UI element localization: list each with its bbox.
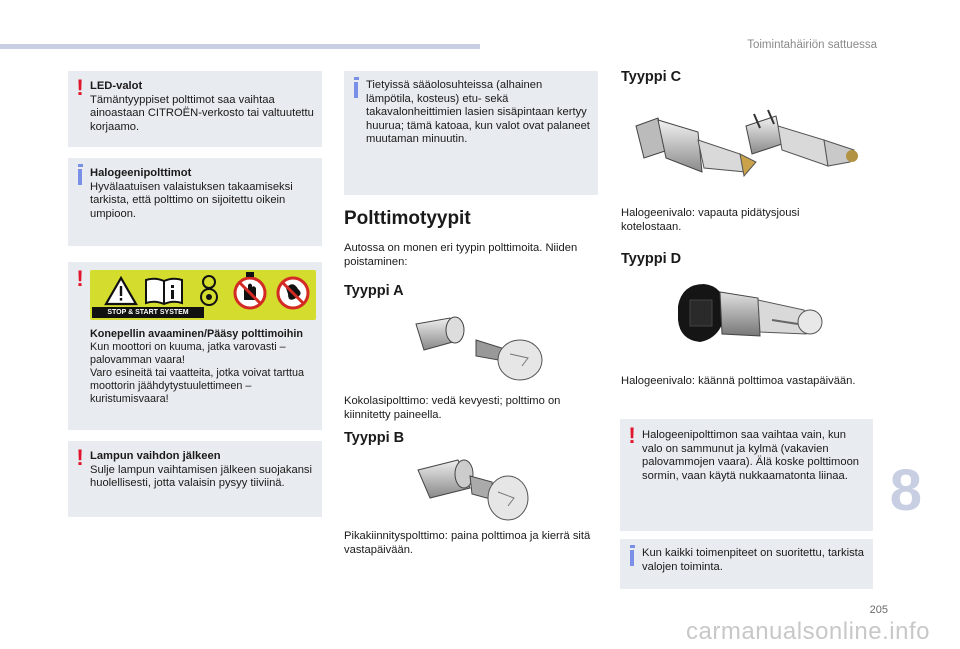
- hazard-pictogram-strip: [90, 270, 316, 320]
- fan-belt-icon: [194, 273, 224, 307]
- no-hand-icon: [232, 272, 268, 312]
- watermark: carmanualsonline.info: [686, 618, 930, 645]
- after-change-warning-box: [68, 441, 322, 517]
- stop-start-label: STOP & START SYSTEM: [92, 307, 204, 318]
- led-title: LED-valot: [90, 80, 143, 92]
- led-text: Tämäntyyppiset polttimot saa vaihtaa ainoastaan CITROËN-verkosto tai valtuutettu korjaamo.: [90, 93, 314, 133]
- no-fan-icon: [276, 276, 310, 310]
- type-c-text: Halogeenivalo: vapauta pidätysjousi kotelostaan.: [621, 207, 800, 233]
- chapter-number: 8: [889, 458, 922, 523]
- type-a-text: Kokolasipolttimo: vedä kevyesti; polttimo on kiinnitetty paineella.: [344, 395, 561, 421]
- warning-icon: !: [628, 423, 636, 448]
- section-title: Toimintahäiriön sattuessa: [747, 39, 877, 51]
- engine-warning-title: Konepellin avaaminen/Pääsy polttimoihin: [90, 328, 303, 340]
- info-icon: [352, 77, 360, 98]
- warning-icon: !: [76, 445, 84, 470]
- warning-icon: !: [76, 75, 84, 100]
- header-bar: [0, 44, 480, 49]
- after-change-title: Lampun vaihdon jälkeen: [90, 450, 221, 462]
- h7-halogen-bulb-image: [628, 106, 864, 202]
- engine-warning-text-1: Kun moottori on kuuma, jatka varovasti – palovamman vaara!: [90, 341, 286, 366]
- type-a-heading: Tyyppi A: [344, 283, 404, 299]
- type-b-heading: Tyyppi B: [344, 430, 405, 446]
- bulb-types-heading: Polttimotyypit: [344, 208, 471, 229]
- type-d-heading: Tyyppi D: [621, 251, 682, 267]
- engine-warning-text-2: Varo esineitä tai vaatteita, jotka voivat tarttua moottorin jäähdytystuulettimeen – kuristumisvaara!: [90, 367, 305, 405]
- condensation-info-box: [344, 71, 598, 195]
- condensation-text: Tietyissä sääolosuhteissa (alhainen lämpötila, kosteus) etu- sekä takavalonheittimien lasien sisäpintaan kertyy huurua; tämä katoaa, kun valot ovat palaneet muutaman minuutin.: [366, 79, 590, 145]
- caution-triangle-icon: [104, 276, 138, 306]
- led-warning-box: [68, 71, 322, 147]
- check-lights-info-box: [620, 539, 873, 589]
- halogen-hot-warning-text: Halogeenipolttimon saa vaihtaa vain, kun valo on sammunut ja kylmä (vakavien palovammojen vaara). Älä koske polttimoon sormin, vaan käytä nukkaamatonta liinaa.: [642, 429, 860, 482]
- info-icon: [628, 545, 636, 566]
- page-number: 205: [869, 604, 888, 616]
- after-change-text: Sulje lampun vaihtamisen jälkeen suojakansi huolellisesti, jotta valaisin pysyy tiiviinä.: [90, 463, 313, 489]
- halogen-info-box: [68, 158, 322, 246]
- check-lights-text: Kun kaikki toimenpiteet on suoritettu, tarkista valojen toiminta.: [642, 547, 864, 573]
- bayonet-bulb-image: [412, 454, 532, 526]
- warning-icon: !: [76, 266, 84, 291]
- halogen-title: Halogeenipolttimot: [90, 167, 192, 179]
- halogen-hot-warning-box: [620, 419, 873, 531]
- type-d-text: Halogeenivalo: käännä polttimoa vastapäivään.: [621, 375, 856, 387]
- type-c-heading: Tyyppi C: [621, 69, 682, 85]
- halogen-text: Hyvälaatuisen valaistuksen takaamiseksi tarkista, että polttimo on sijoitettu oikein umpioon.: [90, 180, 293, 220]
- hb4-halogen-bulb-image: [674, 280, 836, 358]
- info-icon: [76, 164, 84, 185]
- wedge-bulb-image: [410, 310, 544, 386]
- manual-book-icon: [144, 276, 184, 306]
- type-b-text: Pikakiinnityspolttimo: paina polttimoa ja kierrä sitä vastapäivään.: [344, 530, 591, 556]
- bulb-types-intro: Autossa on monen eri tyypin polttimoita. Niiden poistaminen:: [344, 242, 578, 268]
